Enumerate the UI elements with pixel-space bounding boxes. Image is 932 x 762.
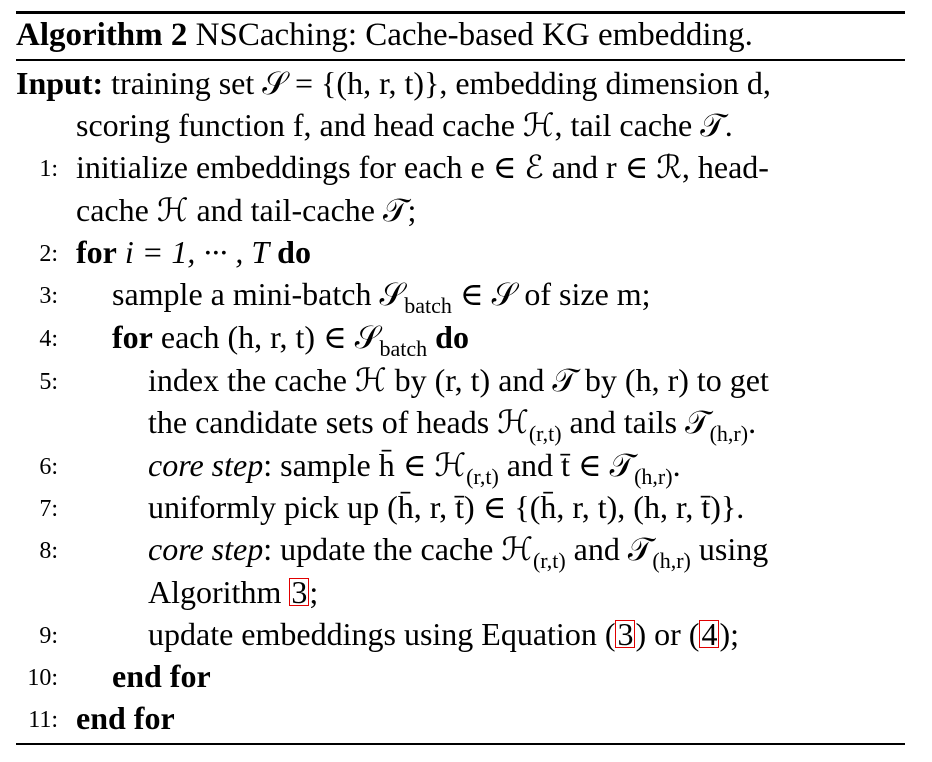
step-text: : update the cache ℋ	[263, 531, 533, 567]
step-9	[148, 614, 739, 654]
line-number: 8:	[39, 538, 58, 564]
step-text: ∈ 𝒮 of size m;	[459, 276, 651, 312]
input-line-1	[16, 63, 771, 103]
line-number: 9:	[39, 623, 58, 649]
line-number: 3:	[39, 283, 58, 309]
core-step-label: core step	[148, 447, 264, 483]
loop-range: i = 1, ··· , T	[124, 234, 270, 270]
input-line-2: scoring function f, and head cache ℋ, tail cache 𝒯.	[76, 107, 733, 143]
step-1-line-2: cache ℋ and tail-cache 𝒯;	[76, 192, 417, 228]
step-text: each (h, r, t) ∈ 𝒮	[160, 319, 380, 355]
step-text: the candidate sets of heads ℋ	[148, 404, 529, 440]
step-3	[112, 274, 651, 318]
step-4	[112, 317, 469, 361]
subscript: batch	[404, 293, 452, 318]
core-step-label: core step	[148, 531, 264, 567]
equation-ref-link[interactable]: 3	[617, 616, 634, 652]
step-text: and t̄ ∈ 𝒯	[506, 447, 635, 483]
step-11-end-for: end for	[76, 700, 175, 736]
step-text: .	[672, 447, 681, 483]
step-text: sample a mini-batch 𝒮	[112, 276, 405, 312]
step-5-line-1: index the cache ℋ by (r, t) and 𝒯 by (h, r) to get	[148, 362, 769, 398]
keyword-for: for	[76, 234, 117, 270]
keyword-do: do	[435, 319, 469, 355]
step-text: ;	[309, 574, 319, 610]
caption-rule	[16, 59, 905, 61]
keyword-for: for	[112, 319, 153, 355]
line-number: 6:	[39, 454, 58, 480]
algorithm-ref-link[interactable]: 3	[291, 574, 308, 610]
step-text: );	[719, 616, 739, 652]
step-6	[148, 445, 681, 489]
input-text: training set 𝒮 = {(h, r, t)}, embedding dimension d,	[111, 65, 771, 101]
step-10-end-for: end for	[112, 658, 211, 694]
algorithm-title: NSCaching: Cache-based KG embedding.	[195, 17, 753, 53]
bottom-rule	[16, 743, 905, 745]
step-1-line-1: initialize embeddings for each e ∈ ℰ and r ∈ ℛ, head-	[76, 149, 769, 185]
algorithm-caption	[16, 15, 753, 55]
subscript: (r,t)	[532, 548, 566, 573]
step-text: using	[698, 531, 769, 567]
line-number: 5:	[39, 369, 58, 395]
step-text: Algorithm	[148, 574, 282, 610]
step-8-line-1	[148, 529, 769, 573]
line-number: 1:	[39, 156, 58, 182]
input-label: Input:	[16, 65, 104, 101]
top-rule	[16, 11, 905, 14]
step-5-line-2	[148, 402, 757, 446]
step-text: and tails 𝒯	[569, 404, 710, 440]
subscript: (r,t)	[528, 421, 562, 446]
subscript: batch	[379, 336, 428, 361]
step-8-line-2	[148, 572, 318, 612]
subscript: (h,r)	[634, 464, 673, 489]
step-2	[76, 232, 311, 272]
step-text: and 𝒯	[573, 531, 653, 567]
line-number: 2:	[39, 241, 58, 267]
algorithm-label: Algorithm 2	[16, 17, 188, 53]
line-number: 10:	[27, 665, 58, 691]
step-text: : sample h̄ ∈ ℋ	[263, 447, 467, 483]
step-text: ) or (	[635, 616, 700, 652]
keyword-do: do	[277, 234, 311, 270]
equation-ref-link[interactable]: 4	[701, 616, 718, 652]
line-number: 7:	[39, 496, 58, 522]
line-number: 11:	[28, 707, 58, 733]
subscript: (r,t)	[466, 464, 499, 489]
line-number: 4:	[39, 326, 58, 352]
step-text: .	[748, 404, 757, 440]
subscript: (h,r)	[652, 548, 691, 573]
step-7: uniformly pick up (h̄, r, t̄) ∈ {(h̄, r, t), (h, r, t̄)}.	[148, 489, 745, 525]
step-text: update embeddings using Equation (	[148, 616, 616, 652]
subscript: (h,r)	[709, 421, 749, 446]
